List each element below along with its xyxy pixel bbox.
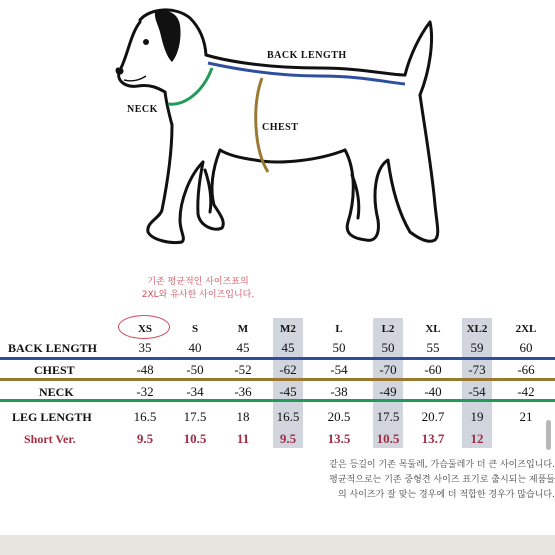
highlight-column-m2 <box>273 318 303 448</box>
size-header: XL <box>425 323 441 335</box>
table-cell: -36 <box>234 384 252 399</box>
table-cell: -70 <box>379 362 397 377</box>
size-note-bottom-line-1: 같은 등길이 기존 목둘레, 가슴둘레가 더 큰 사이즈입니다. <box>329 460 555 470</box>
table-cell: 21 <box>519 409 533 424</box>
table-cell: 20.7 <box>421 409 445 424</box>
chest-label: CHEST <box>262 122 299 133</box>
size-header: L2 <box>381 323 395 335</box>
table-cell: 16.5 <box>276 409 300 424</box>
table-cell: -48 <box>136 362 154 377</box>
table-cell: -62 <box>279 362 297 377</box>
table-cell: 17.5 <box>376 409 400 424</box>
table-cell: 10.5 <box>183 431 207 446</box>
table-cell: -54 <box>468 384 486 399</box>
size-note-bottom-line-3: 의 사이즈가 잘 맞는 경우에 더 적합한 경우가 많습니다. <box>337 490 555 500</box>
table-cell: 12 <box>470 431 484 446</box>
table-cell: -45 <box>279 384 297 399</box>
row-label-short-ver: Short Ver. <box>24 432 76 446</box>
row-label-chest: CHEST <box>34 363 75 377</box>
size-header: L <box>335 323 343 335</box>
highlight-column-l2 <box>373 318 403 448</box>
table-cell: 50 <box>381 340 395 355</box>
table-cell: 9.5 <box>279 431 297 446</box>
table-cell: 13.7 <box>421 431 445 446</box>
table-cell: -50 <box>186 362 204 377</box>
table-cell: -32 <box>136 384 154 399</box>
dog-diagram <box>0 0 555 265</box>
table-cell: 50 <box>332 340 346 355</box>
size-note-line-1: 기존 평균적인 사이즈표의 <box>147 277 249 287</box>
chest-line <box>0 378 555 381</box>
neck-label: NECK <box>127 104 158 115</box>
table-cell: -49 <box>379 384 397 399</box>
table-cell: 9.5 <box>136 431 154 446</box>
row-label-leg-length: LEG LENGTH <box>12 410 92 424</box>
table-cell: 16.5 <box>133 409 157 424</box>
size-note-line-2: 2XL와 유사한 사이즈입니다. <box>141 290 255 300</box>
table-cell: -54 <box>330 362 348 377</box>
table-cell: 45 <box>236 340 250 355</box>
table-cell: 11 <box>236 431 250 446</box>
table-cell: 60 <box>519 340 533 355</box>
table-cell: -60 <box>424 362 442 377</box>
table-cell: -73 <box>468 362 486 377</box>
highlight-column-xl2 <box>462 318 492 448</box>
row-label-neck: NECK <box>39 385 74 399</box>
size-header: XS <box>137 323 153 335</box>
table-cell: 40 <box>188 340 202 355</box>
size-header: M2 <box>280 323 296 335</box>
table-cell: 45 <box>281 340 295 355</box>
size-header: XL2 <box>466 323 488 335</box>
table-cell: 17.5 <box>183 409 207 424</box>
table-cell: 13.5 <box>327 431 351 446</box>
table-cell: 18 <box>236 409 250 424</box>
back-length-line <box>0 357 555 360</box>
row-label-back-length: BACK LENGTH <box>8 341 98 355</box>
table-cell: -42 <box>517 384 535 399</box>
size-header: 2XL <box>515 323 537 335</box>
table-cell: 55 <box>426 340 440 355</box>
table-cell: 35 <box>138 340 152 355</box>
table-cell: -38 <box>330 384 348 399</box>
table-cell: 19 <box>470 409 484 424</box>
table-cell: -66 <box>517 362 535 377</box>
scrollbar-thumb[interactable] <box>546 420 551 450</box>
size-header: M <box>237 323 249 335</box>
table-cell: -40 <box>424 384 442 399</box>
size-note-top <box>118 276 278 302</box>
table-cell: 10.5 <box>376 431 400 446</box>
table-cell: 20.5 <box>327 409 351 424</box>
table-cell: -34 <box>186 384 204 399</box>
size-note-bottom <box>270 458 555 503</box>
table-cell: -52 <box>234 362 252 377</box>
back-length-label: BACK LENGTH <box>267 50 347 61</box>
size-note-bottom-line-2: 평균적으로는 기존 중형견 사이즈 표기로 출시되는 제품들 <box>329 475 555 485</box>
table-cell: 59 <box>470 340 484 355</box>
size-header: S <box>191 323 199 335</box>
footer-bar <box>0 535 555 555</box>
